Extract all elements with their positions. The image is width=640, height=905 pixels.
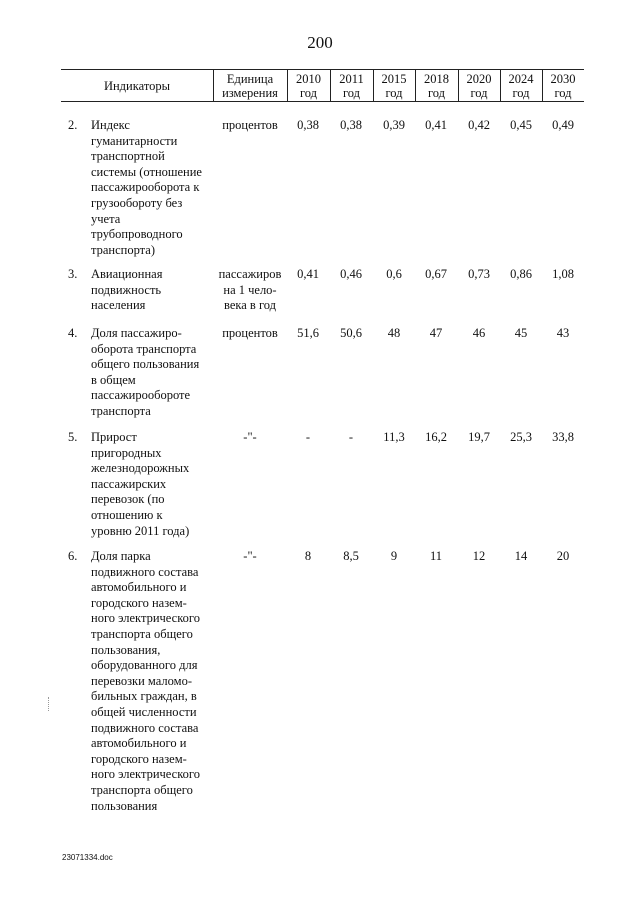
header-unit [213, 71, 287, 101]
value-2030: 0,49 [552, 118, 574, 132]
value-2018: 11 [429, 549, 443, 563]
value-2018: 0,67 [425, 267, 447, 281]
header-year-2011 [330, 71, 373, 101]
row-number: 2. [68, 118, 78, 132]
value-2020: 12 [472, 549, 486, 563]
indicator-unit: процентов [222, 118, 278, 132]
value-2018: 47 [429, 326, 443, 340]
value-2018: 16,2 [425, 430, 447, 444]
value-2020: 19,7 [468, 430, 490, 444]
header-unit-line1: Единица [226, 72, 274, 86]
indicator-name: Доля парка подвижного состава автомобильного и городского назем- ного электрического транспорта общего пользования, оборудованного для перевозки маломо- бильных граждан, в общей численности подвижного состава автомобильного и городского назем- ного электрического транспорта общего пользования [91, 549, 200, 813]
header-year-2015 [373, 71, 415, 101]
indicator-unit: -"- [243, 430, 257, 444]
value-2018: 0,41 [425, 118, 447, 132]
value-2020: 0,42 [468, 118, 490, 132]
value-2030: 43 [556, 326, 570, 340]
header-year-2010 [287, 71, 330, 101]
indicator-name: Прирост пригородных железнодорожных пассажирских перевозок (по отношению к уровню 2011 года) [91, 430, 190, 538]
row-number: 4. [68, 326, 78, 340]
header-year-suffix: год [470, 86, 488, 100]
value-2011: - [348, 430, 354, 444]
value-2020: 46 [472, 326, 486, 340]
header-year-number: 2030 [550, 72, 576, 86]
header-year-suffix: год [554, 86, 572, 100]
value-2015: 48 [387, 326, 401, 340]
header-year-suffix: год [299, 86, 318, 100]
value-2010: - [305, 430, 311, 444]
value-2015: 9 [390, 549, 398, 563]
value-2015: 0,39 [383, 118, 405, 132]
indicator-name: Доля пассажиро- оборота транспорта общего пользования в общем пассажирообороте транспорта [91, 326, 200, 418]
page-number: 200 [307, 33, 333, 52]
header-year-number: 2011 [339, 72, 364, 86]
header-indicators-label: Индикаторы [103, 79, 171, 93]
row-number: 6. [68, 549, 78, 563]
indicator-unit: -"- [243, 549, 257, 563]
header-indicators [61, 71, 213, 101]
header-year-suffix: год [342, 86, 361, 100]
header-year-number: 2015 [381, 72, 407, 86]
value-2024: 0,86 [510, 267, 532, 281]
value-2015: 11,3 [383, 430, 405, 444]
header-year-2024 [500, 71, 542, 101]
header-year-number: 2018 [424, 72, 449, 86]
header-year-number: 2020 [466, 72, 492, 86]
header-bottom-rule [61, 101, 584, 102]
value-2011: 8,5 [343, 549, 359, 563]
indicator-name: Авиационная подвижность населения [91, 267, 163, 313]
value-2011: 0,46 [340, 267, 362, 281]
value-2024: 25,3 [510, 430, 532, 444]
value-2010: 51,6 [297, 326, 319, 340]
value-2015: 0,6 [386, 267, 402, 281]
header-year-2030 [542, 71, 584, 101]
value-2011: 50,6 [340, 326, 362, 340]
indicator-unit: процентов [222, 326, 278, 340]
header-year-suffix: год [385, 86, 403, 100]
header-year-suffix: год [512, 86, 530, 100]
header-year-number: 2024 [508, 72, 534, 86]
document-filename: 23071334.doc [62, 853, 113, 862]
value-2010: 8 [304, 549, 312, 563]
header-year-suffix: год [427, 86, 446, 100]
header-year-2018 [415, 71, 458, 101]
value-2010: 0,41 [297, 267, 319, 281]
value-2011: 0,38 [340, 118, 362, 132]
header-unit-line2: измерения [222, 86, 278, 100]
value-2010: 0,38 [297, 118, 319, 132]
value-2030: 1,08 [552, 267, 574, 281]
header-year-2020 [458, 71, 500, 101]
value-2030: 33,8 [552, 430, 574, 444]
row-number: 3. [68, 267, 78, 281]
indicator-name: Индекс гуманитарности транспортной системы (отношение пассажирооборота к грузообороту без учета трубопроводного транспорта) [91, 118, 202, 257]
indicator-unit: пассажиров на 1 чело- века в год [218, 267, 282, 313]
value-2020: 0,73 [468, 267, 490, 281]
value-2024: 45 [514, 326, 528, 340]
value-2024: 14 [514, 549, 528, 563]
value-2024: 0,45 [510, 118, 532, 132]
header-year-number: 2010 [296, 72, 321, 86]
value-2030: 20 [556, 549, 570, 563]
header-top-rule [61, 69, 584, 70]
margin-mark [48, 697, 51, 711]
row-number: 5. [68, 430, 78, 444]
